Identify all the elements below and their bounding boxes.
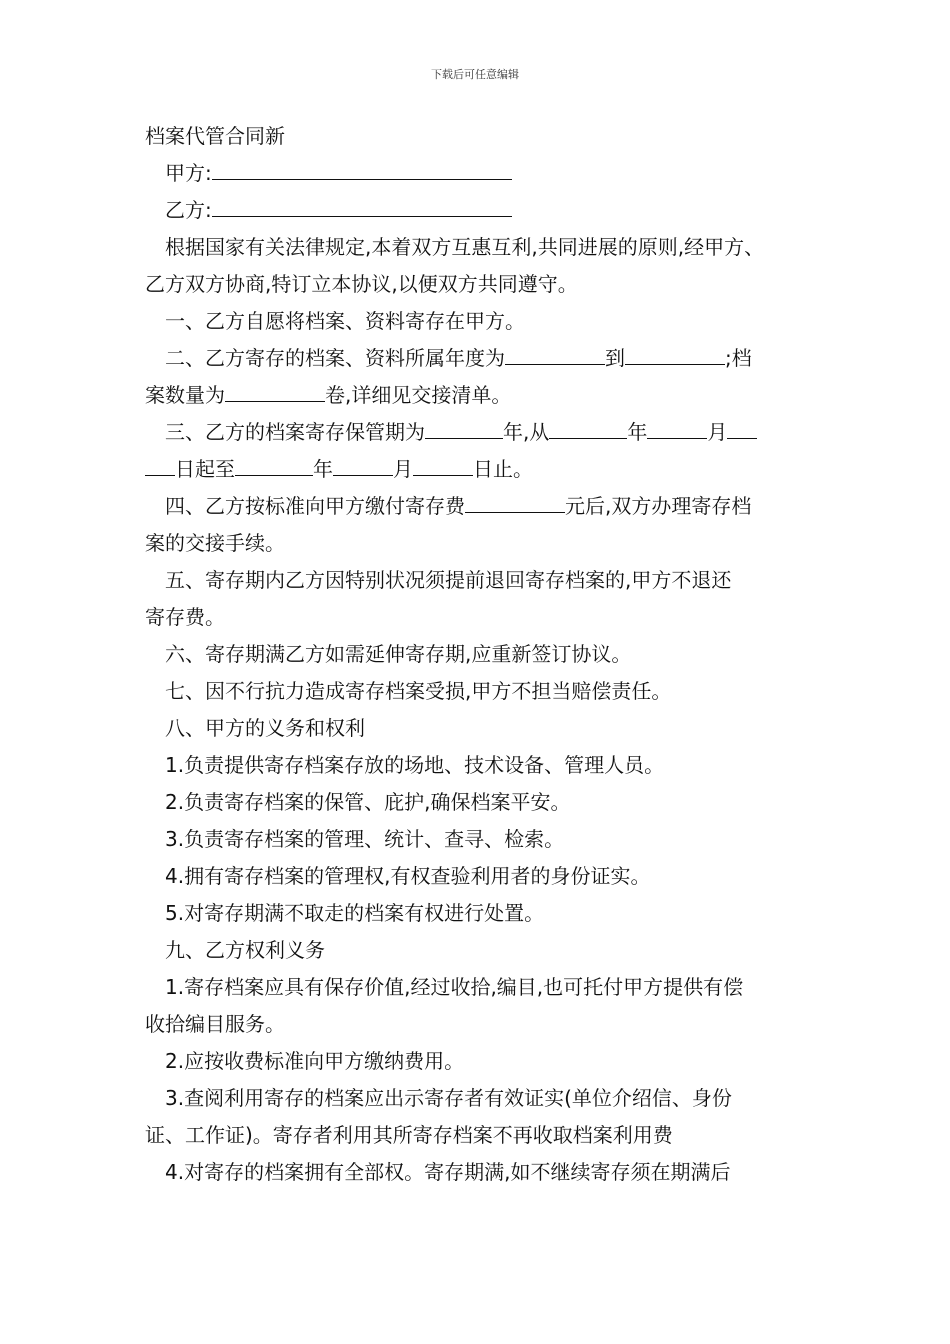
clause-9-item-3-line-2: 证、工作证)。寄存者利用其所寄存档案不再收取档案利用费 xyxy=(145,1123,673,1147)
clause-3-line-1 xyxy=(145,414,815,451)
clause-3-text: 日起至 xyxy=(175,457,235,481)
year-to-blank[interactable] xyxy=(625,342,725,365)
fee-amount-blank[interactable] xyxy=(465,490,565,513)
start-day-blank-part1[interactable] xyxy=(727,416,757,439)
clause-8-item: 3.负责寄存档案的管理、统计、查寻、检索。 xyxy=(165,827,565,851)
party-a-label: 甲方: xyxy=(165,161,212,185)
party-b-blank[interactable] xyxy=(212,194,512,217)
clause-9-item-1-line-2: 收拾编目服务。 xyxy=(145,1012,285,1036)
clause-7: 七、因不行抗力造成寄存档案受损,甲方不担当赔偿责任。 xyxy=(165,679,672,703)
clause-4-text: 元后,双方办理寄存档 xyxy=(565,494,752,518)
clause-4-line-2: 案的交接手续。 xyxy=(145,531,285,555)
clause-8-item: 4.拥有寄存档案的管理权,有权查验利用者的身份证实。 xyxy=(165,864,651,888)
year-from-blank[interactable] xyxy=(505,342,605,365)
clause-5-line-2: 寄存费。 xyxy=(145,605,225,629)
end-month-blank[interactable] xyxy=(333,453,393,476)
clause-9-item-3-line-1: 3.查阅利用寄存的档案应出示寄存者有效证实(单位介绍信、身份 xyxy=(165,1086,732,1110)
clause-3-text: 年 xyxy=(313,457,333,481)
clause-2-text: 案数量为 xyxy=(145,383,225,407)
clause-2-text: 二、乙方寄存的档案、资料所属年度为 xyxy=(165,346,505,370)
clause-2-text: 到 xyxy=(605,346,625,370)
clause-9-heading: 九、乙方权利义务 xyxy=(165,938,325,962)
clause-9-item-1-line-1: 1.寄存档案应具有保存价值,经过收拾,编目,也可托付甲方提供有偿 xyxy=(165,975,744,999)
clause-3-text: 月 xyxy=(393,457,413,481)
clause-4-line-1 xyxy=(145,488,815,525)
clause-9-item-4-line-1: 4.对寄存的档案拥有全部权。寄存期满,如不继续寄存须在期满后 xyxy=(165,1160,731,1184)
intro-line-2: 乙方双方协商,特订立本协议,以便双方共同遵守。 xyxy=(145,272,578,296)
party-b-label: 乙方: xyxy=(165,198,212,222)
clause-5-line-1: 五、寄存期内乙方因特别状况须提前退回寄存档案的,甲方不退还 xyxy=(165,568,732,592)
start-day-blank-part2[interactable] xyxy=(145,453,175,476)
clause-8-item: 5.对寄存期满不取走的档案有权进行处置。 xyxy=(165,901,545,925)
clause-4-text: 四、乙方按标准向甲方缴付寄存费 xyxy=(165,494,465,518)
clause-3-line-2 xyxy=(145,451,815,488)
clause-8-item: 2.负责寄存档案的保管、庇护,确保档案平安。 xyxy=(165,790,571,814)
clause-3-text: 年 xyxy=(627,420,648,444)
end-year-blank[interactable] xyxy=(235,453,313,476)
page-header: 下载后可任意编辑 xyxy=(431,68,519,81)
clause-3-text: 日止。 xyxy=(473,457,533,481)
clause-6: 六、寄存期满乙方如需延伸寄存期,应重新签订协议。 xyxy=(165,642,632,666)
volume-count-blank[interactable] xyxy=(225,379,325,402)
clause-9-item-2: 2.应按收费标准向甲方缴纳费用。 xyxy=(165,1049,465,1073)
clause-1: 一、乙方自愿将档案、资料寄存在甲方。 xyxy=(165,309,525,333)
clause-2-text: 卷,详细见交接清单。 xyxy=(325,383,512,407)
clause-2-line-2 xyxy=(145,377,815,414)
intro-line-1: 根据国家有关法律规定,本着双方互惠互利,共同进展的原则,经甲方、 xyxy=(165,235,765,259)
start-year-blank[interactable] xyxy=(549,416,627,439)
party-b-line xyxy=(145,192,815,229)
clause-3-text: 月 xyxy=(707,420,728,444)
end-day-blank[interactable] xyxy=(413,453,473,476)
clause-8-heading: 八、甲方的义务和权利 xyxy=(165,716,365,740)
clause-3-text: 三、乙方的档案寄存保管期为 xyxy=(165,420,425,444)
party-a-line xyxy=(145,155,815,192)
clause-8-item: 1.负责提供寄存档案存放的场地、技术设备、管理人员。 xyxy=(165,753,665,777)
clause-3-text: 年,从 xyxy=(503,420,550,444)
contract-body xyxy=(145,118,815,1191)
storage-years-blank[interactable] xyxy=(425,416,503,439)
clause-2-line-1 xyxy=(145,340,815,377)
party-a-blank[interactable] xyxy=(212,157,512,180)
start-month-blank[interactable] xyxy=(647,416,707,439)
document-title: 档案代管合同新 xyxy=(145,124,285,148)
clause-2-text: ;档 xyxy=(725,346,752,370)
